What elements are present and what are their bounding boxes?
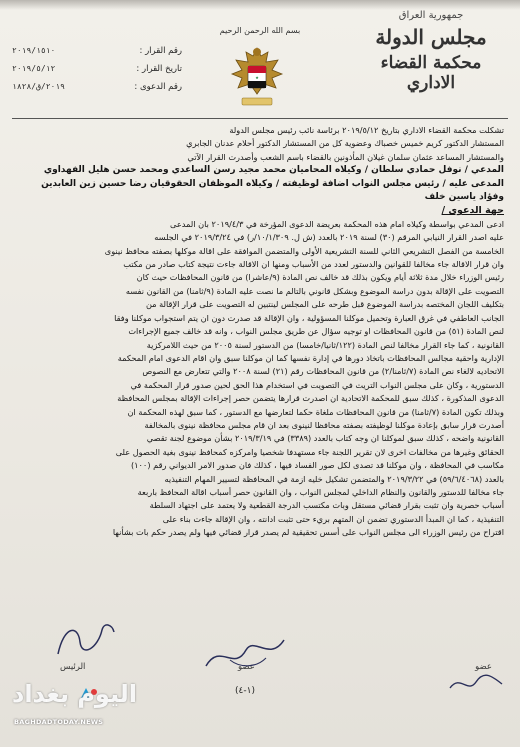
watermark-arabic: اليوم بغداد: [12, 680, 137, 708]
intro-line-2: المستشار الدكتور كريم خميس خصباك وعضوية كل من المستشار الدكتور أحلام عدنان الجابري: [186, 138, 504, 149]
case-line: بالعدد (٥٩/٦/٤٠٦٨) في ٢٠١٩/٣/٢٢ والمتضمن تشكيل خليه ازمة في المحافظة لتسيير المهام التنفيذيه: [164, 473, 504, 484]
case-line: اقتراح من رئيس الوزراء الى مجلس النواب على أسس تحقيقية لم يصدر قرار قضائي فيها ولم يصدر حكم بات بشأنها: [112, 527, 504, 538]
court-name: محكمة القضاء الاداري: [380, 53, 482, 93]
case-line: جاء مخالفا للدستور والقانون والنظام الداخلي لمجلس النواب ، وان القانون حصر أسباب اقالة المحافظ باربعة: [137, 486, 504, 497]
signature-scribble-president: [50, 618, 120, 662]
signature-member-right: عضو: [475, 662, 492, 672]
case-line: التنفيذية ، كما ان المبدأ الدستوري تضمن ان المتهم بريء حتى تثبت ادانته ، وان الإقالة جاءت بناء على: [162, 513, 504, 524]
svg-text:★: ★: [255, 75, 259, 80]
case-line: ادعى المدعي بواسطة وكيلاه امام هذه المحكمة بعريضة الدعوى المؤرخة في ٢٠١٩/٤/٣ بان المدعى: [170, 218, 504, 229]
decision-date-label: تاريخ القرار :: [136, 64, 182, 74]
signature-member-middle: عضو: [238, 662, 255, 672]
decision-metadata: [12, 46, 182, 100]
case-line: لنص المادة (٥١) من قانون المحافظات او توجيه سؤال عن طريق مجلس النواب ، وانه قد خالف جميع الإجراءات: [128, 326, 504, 337]
country-line: جمهورية العراق: [398, 10, 464, 21]
decision-date: ٢٠١٩/٥/١٢: [12, 64, 56, 73]
signature-scribble-right: [446, 670, 506, 696]
case-line: الجانب العاطفي في غرق العبارة وتحميل موكلنا المسؤولية ، وان الإقالة قد صدرت دون ان يتم استجواب موكلنا وفقا: [114, 312, 504, 323]
case-line: أسباب حصرية وان تثبت بقرار قضائي مستقل وبات مكتسب الدرجة القطعية ولا يعتمد على اجتهاد السلطة: [149, 500, 504, 511]
council-name: مجلس الدولة: [375, 25, 487, 49]
defendant-line: المدعى عليه / رئيس مجلس النواب اضافة لوظيفته / وكيلاه الموظفان الحقوقيان رضا حسين زين العابدين: [41, 178, 504, 189]
case-line: الاتحاديه لالغاء نص المادة (٧/ثامنا/٢) من قانون المحافظات رقم (٢١) لسنة ٢٠٠٨ والتي تتعارض مع النصوص: [142, 366, 504, 377]
case-line: التصويت على الإقالة بدون دراسة الموضوع وبشكل قانوني بالتالم ما نصت عليه المادة (٩/ثامنا) من القانون نفسه: [125, 285, 504, 296]
case-paragraph: [16, 218, 504, 540]
page-number: (١-٤): [235, 686, 255, 696]
case-number-label: رقم الدعوى :: [134, 82, 182, 92]
decision-number-label: رقم القرار :: [139, 46, 182, 56]
page-edge-shadow: [0, 0, 520, 10]
decision-date-row: [12, 64, 182, 74]
plaintiff-line: المدعي / نوفل حمادي سلطان / وكيلاه المحاميان محمد مجيد رسن الساعدي ومحمد حسن هليل الفهداوي: [43, 165, 504, 176]
case-line: وبذلك تكون المادة (٧/ثامنا) من قانون المحافظات ملغاة حكما لتعارضها مع الدستور ، كما سبق لهذه المحكمة ان: [127, 406, 504, 417]
case-number-row: [12, 82, 182, 92]
watermark-english: BAGHDADTODAY.NEWS: [14, 718, 104, 726]
issuer-block: [356, 10, 506, 93]
case-line: أصدرت قرار سابق بإعادة موكلنا لوظيفته بصفته محافظا لنينوى بعد ان قام مجلس محافظة نينوى بالمخالفة: [144, 419, 504, 430]
ruling-body: [16, 124, 504, 540]
basmala: بسم الله الرحمن الرحيم: [219, 26, 301, 35]
case-heading: جهة الدعوى /: [441, 205, 504, 217]
signature-scribble-middle: [200, 632, 290, 676]
iraq-coat-of-arms-icon: [228, 42, 286, 114]
case-line: القانونية واضحه ، كذلك سبق لموكلنا ان وجه كتاب بالعدد (٣٣٨٩) في ٢٠١٩/٣/١٩ بشأن موضوع لجنة تقصي: [146, 433, 504, 444]
case-line: الدستورية ، وكان على مجلس النواب التريث في التصويت في استخدام هذا الحق لحين صدور قرار المحكمة في: [130, 379, 504, 390]
case-line: الدعوى المذكورة ، كذلك سبق للمحكمة الاتحادية ان اصدرت قرارها يتضمن حصر إجراءات الإقالة بمجلس المحافظة: [117, 393, 504, 404]
case-line: رئيس الوزراء خلال مدة ثلاثة أيام ويكون بذلك قد خالف نص المادة (٩/عاشرا) من قانون المحافظات حيث كان: [136, 272, 504, 283]
case-line: الخامسة من الفصل التشريعي الثاني للسنة التشريعية الأولى والمتضمن الموافقة على اقالة موكلها بصفته محافظ نينوى: [104, 245, 504, 256]
case-line: وان قرار الاقالة جاء مخالفا للقوانين والدستور لعدد من الأسباب ومنها ان الاقالة جاءت نتيجة كتاب صادر من مكتب: [123, 259, 504, 270]
case-line: عليه اصدر القرار النيابي المرقم (٣٠) لسنة ٢٠١٩ بالعدد (ش ل. ١٠/١/٣٠٩/ر) في ٢٠١٩/٣/٢٤ في الجلسه: [154, 232, 504, 243]
case-line: مكاسب في المحافظة ، وان موكلنا قد تصدى لكل صور الفساد فيها ، كذلك فان صدور الامر الديواني رقم (١٠٠): [130, 460, 504, 471]
case-line: القانونية ، كما جاء القرار مخالفا لنص المادة (١٢٢/ثانيا/خامسا) من الدستور لسنة ٢٠٠٥ من حيث اللامركزية: [146, 339, 504, 350]
intro-line-3: والمستشار المساعد عثمان سلمان غيلان المأذونين بالقضاء باسم الشعب وأصدرت القرار الآتي: [187, 151, 504, 162]
decision-number-row: [12, 46, 182, 56]
case-number: ٢٠١٩/ق/١٨٢٨: [12, 82, 65, 91]
case-line: الإدارية واحقية مجالس المحافظات باتخاذ دورها في إدارة نفسها كما ان موكلنا سبق وان اقام الدعوى امام المحكمة: [117, 352, 504, 363]
intro-line-1: تشكلت محكمة القضاء الاداري بتاريخ ٢٠١٩/٥/١٢ برئاسة نائب رئيس مجلس الدولة: [229, 125, 504, 135]
decision-number: ٢٠١٩/١٥١٠: [12, 46, 56, 55]
case-line: بتكليف اللجان المختصه بدراسة الموضوع قبل طرحه على المجلس لينتبين له التصويت على قرار الإقالة من: [145, 299, 504, 310]
case-line: الحقائق وغيرها من مخالفات اخرى لان تقرير اللجنة جاء مستهدفا شخصيا وامركزه كمحافظ نينوى بغية الحصول على: [115, 446, 504, 457]
header-divider: [12, 118, 508, 119]
defendant-line-2: وفؤاد ياسين خلف: [424, 192, 504, 203]
signature-president: الرئيس: [60, 662, 86, 672]
